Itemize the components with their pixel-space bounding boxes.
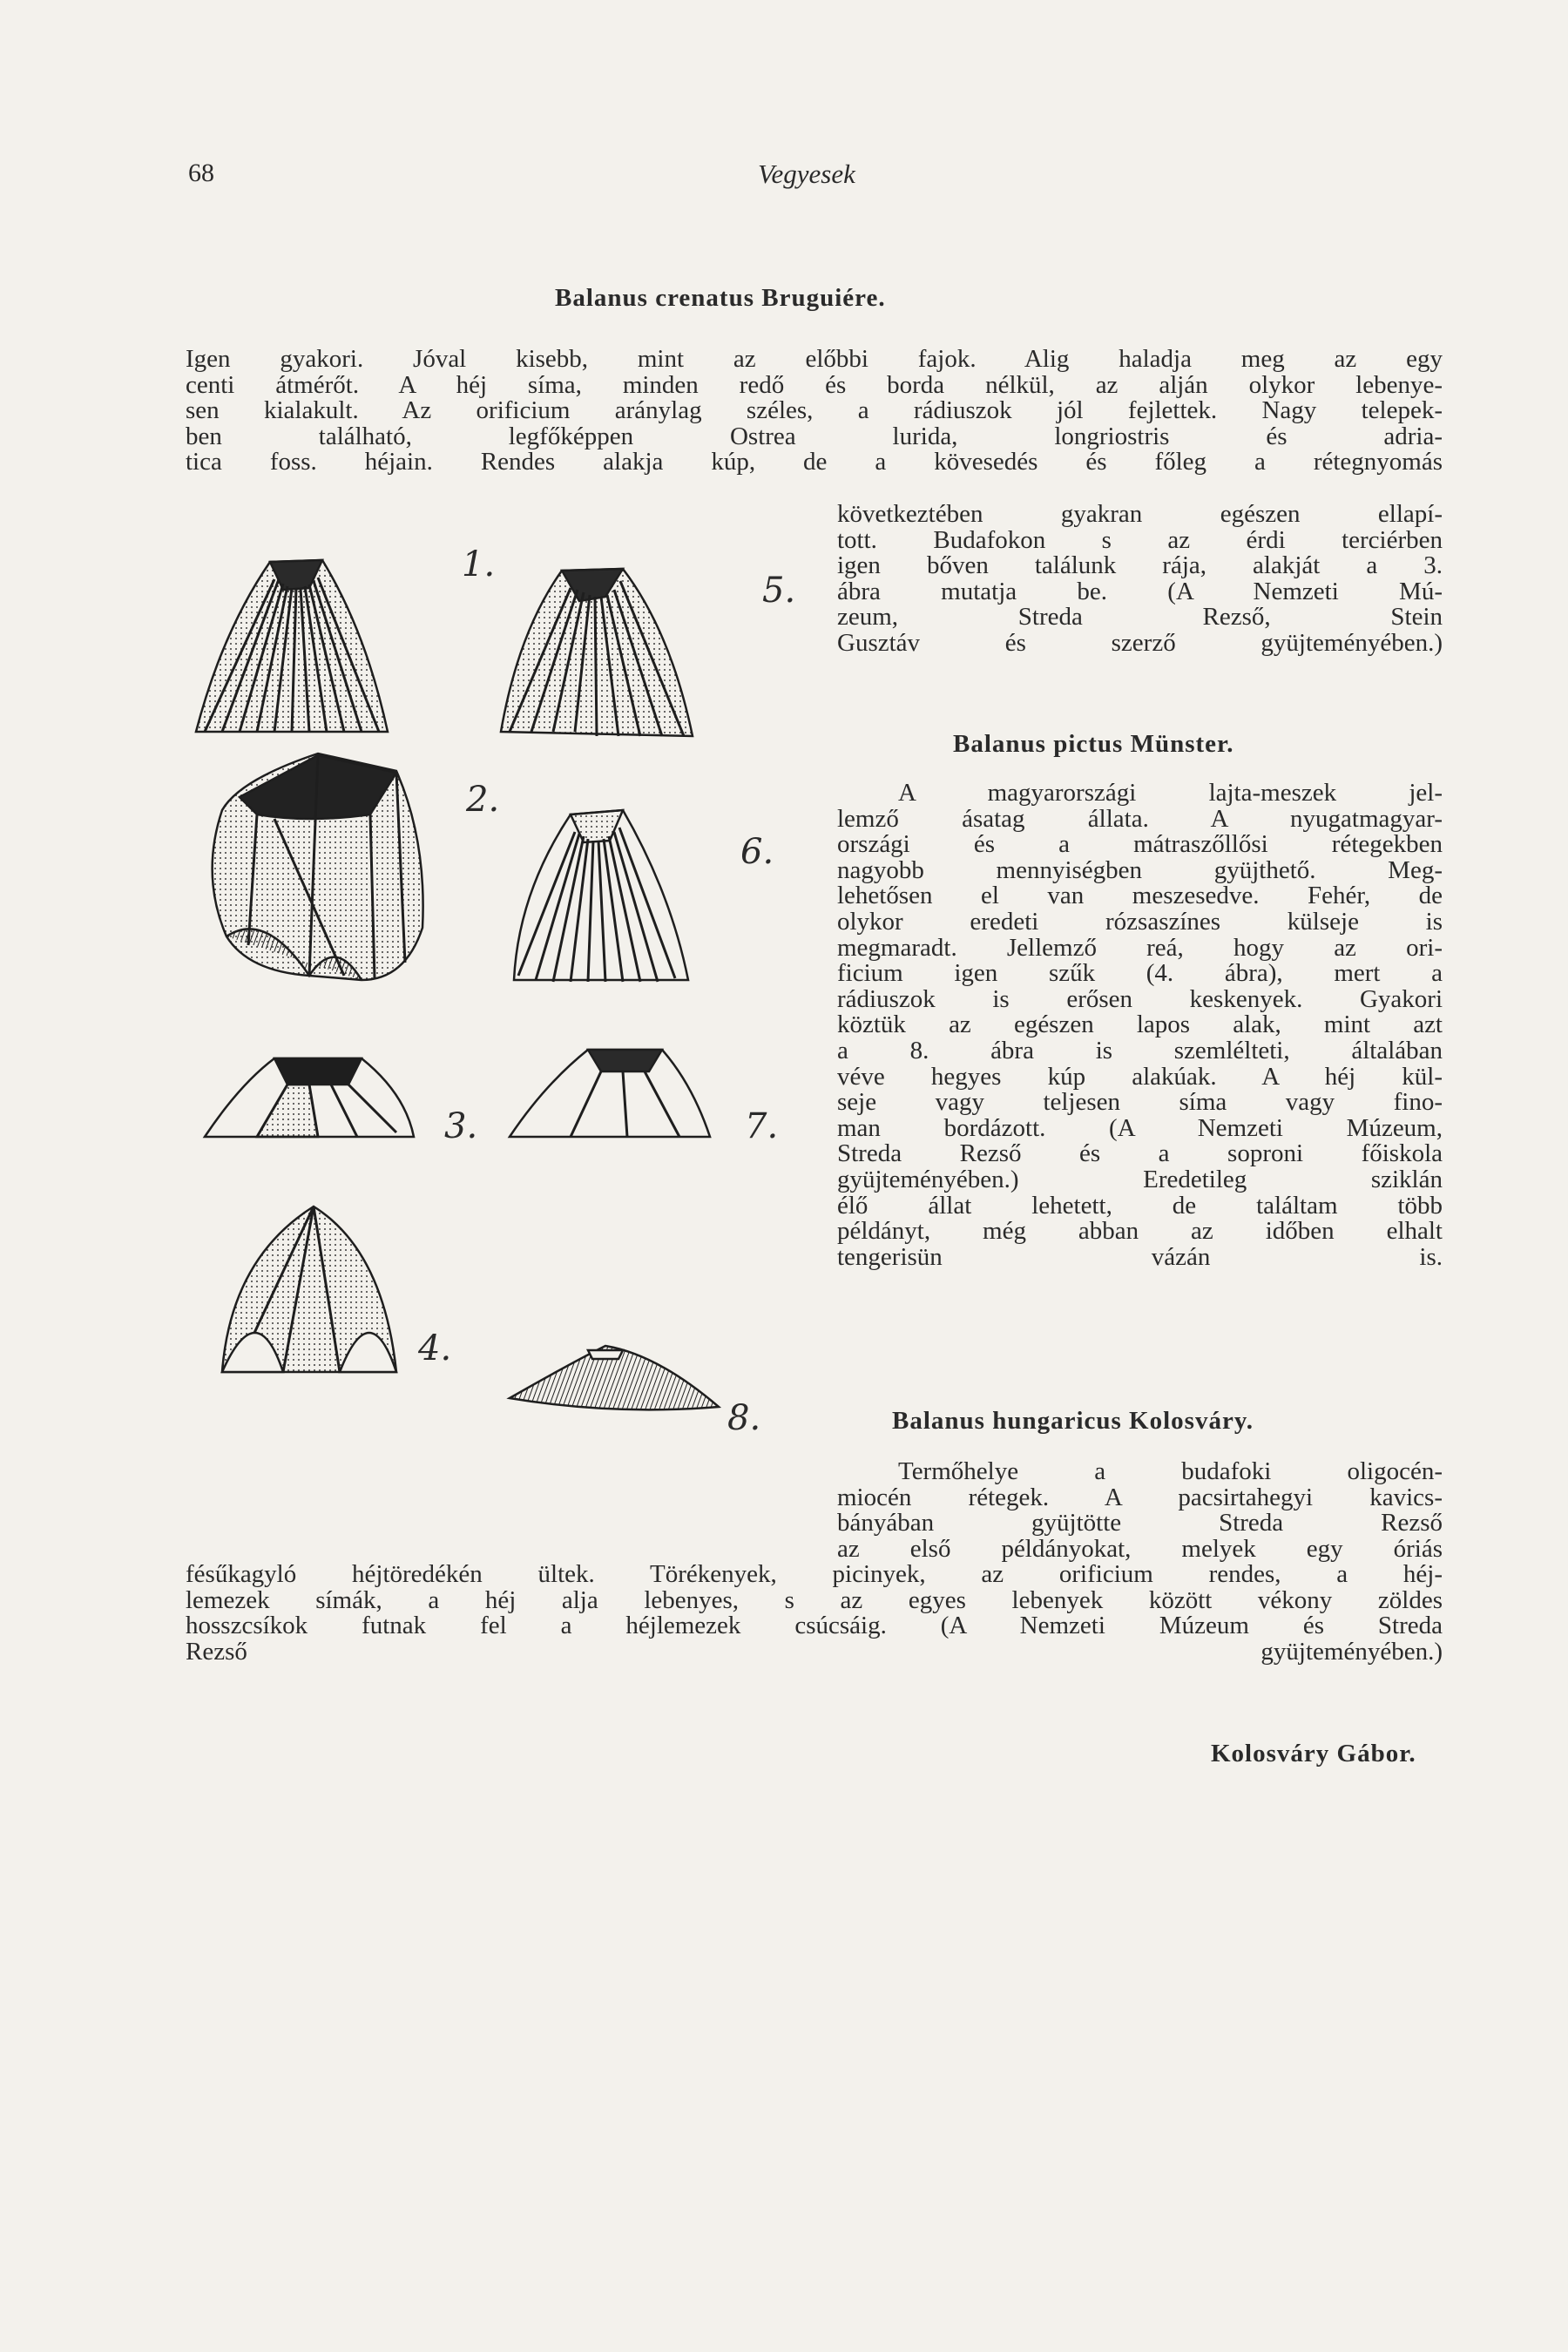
text-line: ficium igen szűk (4. ábra), mert a xyxy=(837,959,1443,988)
author-signature: Kolosváry Gábor. xyxy=(1211,1740,1416,1767)
text-line: következtében gyakran egészen ellapí- xyxy=(837,500,1443,528)
text-line: igen bőven találunk rája, alakját a 3. xyxy=(837,551,1443,580)
text-line: lehetősen el van meszesedve. Fehér, de xyxy=(837,882,1443,910)
text-line: Termőhelye a budafoki oligocén- xyxy=(898,1457,1443,1485)
text-line: Gusztáv és szerző gyüjteményében.) xyxy=(837,628,1443,657)
text-line: megmaradt. Jellemző reá, hogy az ori- xyxy=(837,933,1443,962)
barnacle-shell-1 xyxy=(196,560,388,732)
text-line: A magyarországi lajta-meszek jel- xyxy=(898,779,1443,807)
barnacle-shell-8 xyxy=(510,1346,719,1409)
text-line: zeum, Streda Rezső, Stein xyxy=(837,603,1443,632)
figure-label-5: 5. xyxy=(762,571,796,611)
text-line: tengerisün vázán is. xyxy=(837,1242,1443,1271)
barnacle-shell-2 xyxy=(213,754,423,980)
text-line: Rezső gyüjteményében.) xyxy=(186,1637,1443,1666)
section-title-pictus: Balanus pictus Münster. xyxy=(953,730,1234,758)
paragraph-hungaricus-narrow xyxy=(837,1459,1443,1562)
running-head: Vegyesek xyxy=(758,159,855,189)
text-line: nagyobb mennyiségben gyüjthető. Meg- xyxy=(837,855,1443,884)
barnacle-shell-3 xyxy=(205,1058,414,1137)
section-title-hungaricus: Balanus hungaricus Kolosváry. xyxy=(892,1407,1254,1435)
text-line: ábra mutatja be. (A Nemzeti Mú- xyxy=(837,577,1443,605)
barnacle-figure xyxy=(187,527,797,1572)
text-line: tott. Budafokon s az érdi terciérben xyxy=(837,525,1443,554)
text-line: hosszcsíkok futnak fel a héjlemezek csúcsáig. (A Nemzeti Múzeum és Streda xyxy=(186,1612,1443,1640)
figure-label-6: 6. xyxy=(740,832,774,872)
text-line: gyüjteményében.) Eredetileg sziklán xyxy=(837,1165,1443,1193)
text-line: véve hegyes kúp alakúak. A héj kül- xyxy=(837,1062,1443,1091)
text-line: köztük az egészen lapos alak, mint azt xyxy=(837,1010,1443,1039)
text-line: rádiuszok is erősen keskenyek. Gyakori xyxy=(837,984,1443,1013)
text-line: tica foss. héjain. Rendes alakja kúp, de a kövesedés és főleg a rétegnyomás xyxy=(186,448,1443,476)
text-line: man bordázott. (A Nemzeti Múzeum, xyxy=(837,1113,1443,1142)
figure-label-4: 4. xyxy=(418,1328,452,1369)
page-number: 68 xyxy=(188,159,214,187)
text-line: Igen gyakori. Jóval kisebb, mint az előbbi fajok. Alig haladja meg az egy xyxy=(186,345,1443,373)
text-line: olykor eredeti rózsaszínes külseje is xyxy=(837,907,1443,936)
barnacle-shell-6 xyxy=(514,810,688,982)
text-line: lemző ásatag állata. A nyugatmagyar- xyxy=(837,804,1443,833)
text-line: centi átmérőt. A héj síma, minden redő és borda nélkül, az alján olykor lebenye- xyxy=(186,370,1443,399)
paragraph-hungaricus-full xyxy=(186,1562,1443,1665)
figure-label-7: 7. xyxy=(745,1106,779,1146)
paragraph-pictus xyxy=(837,781,1443,1270)
text-line: sen kialakult. Az orificium aránylag széles, a rádiuszok jól fejlettek. Nagy telepek- xyxy=(186,396,1443,425)
text-line: bányában gyüjtötte Streda Rezső xyxy=(837,1509,1443,1538)
text-line: miocén rétegek. A pacsirtahegyi kavics- xyxy=(837,1483,1443,1511)
text-line: a 8. ábra is szemlélteti, általában xyxy=(837,1036,1443,1064)
figure-label-3: 3. xyxy=(444,1106,478,1146)
text-line: seje vagy teljesen síma vagy fino- xyxy=(837,1088,1443,1117)
barnacle-figure-drawing xyxy=(187,527,797,1572)
paragraph-crenatus-full xyxy=(186,347,1443,476)
text-line: lemezek símák, a héj alja lebenyes, s az egyes lebenyek között vékony zöldes xyxy=(186,1585,1443,1614)
text-line: ben található, legfőképpen Ostrea lurida, longriostris és adria- xyxy=(186,422,1443,450)
text-line: élő állat lehetett, de találtam több xyxy=(837,1191,1443,1220)
figure-label-2: 2. xyxy=(466,780,500,820)
text-line: példányt, még abban az időben elhalt xyxy=(837,1217,1443,1246)
section-title-crenatus: Balanus crenatus Bruguiére. xyxy=(555,284,886,312)
barnacle-shell-5 xyxy=(501,569,693,736)
paragraph-crenatus-narrow xyxy=(837,502,1443,657)
barnacle-shell-4 xyxy=(222,1206,396,1372)
figure-label-8: 8. xyxy=(727,1398,761,1438)
figure-label-1: 1. xyxy=(462,544,496,585)
text-line: Streda Rezső és a soproni főiskola xyxy=(837,1139,1443,1168)
text-line: az első példányokat, melyek egy óriás xyxy=(837,1534,1443,1563)
text-line: országi és a mátraszőllősi rétegekben xyxy=(837,830,1443,859)
text-line: fésűkagyló héjtöredékén ültek. Törékenyek, picinyek, az orificium rendes, a héj- xyxy=(186,1560,1443,1588)
barnacle-shell-7 xyxy=(510,1050,710,1137)
